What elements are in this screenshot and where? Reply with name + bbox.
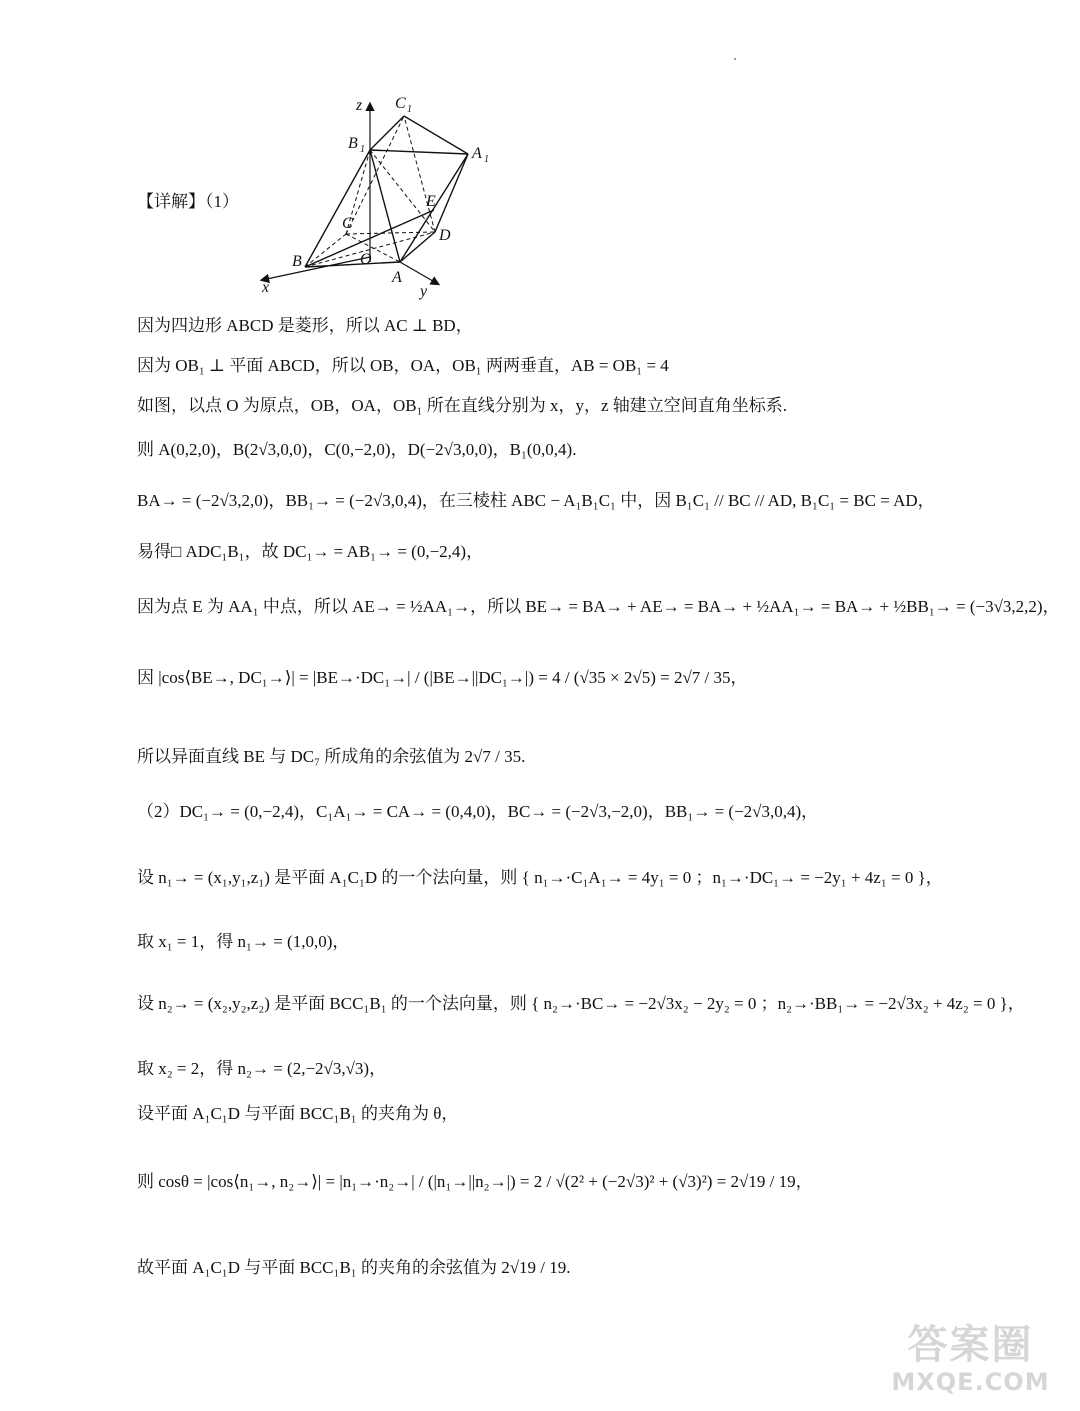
label-b1-sub: 1 [360, 144, 365, 155]
edge-b1-c1 [370, 116, 404, 150]
y-axis [400, 262, 438, 284]
label-d: D [439, 227, 451, 244]
label-c: C [342, 215, 353, 232]
solution-line: 因为点 E 为 AA₁ 中点，所以 AE→ = ½AA₁→，所以 BE→ = BA→ + AE→ = BA→ + ½AA₁→ = BA→ + ½BB₁→ = (−3√3,2,2)， [137, 597, 1060, 616]
label-y: y [420, 283, 428, 300]
edge-b-c [305, 234, 346, 267]
solution-line: 因为四边形 ABCD 是菱形，所以 AC ⊥ BD， [137, 316, 473, 335]
edge-a-d [400, 232, 435, 262]
solution-line: BA→ = (−2√3,2,0)，BB₁→ = (−2√3,0,4)，在三棱柱 ABC − A₁B₁C₁ 中，因 B₁C₁ // BC // AD, B₁C₁ = BC = AD， [137, 491, 935, 510]
solution-line: 因 |cos⟨BE→, DC₁→⟩| = |BE→·DC₁→| / (|BE→||DC₁→|) = 4 / (√35 × 2√5) = 2√7 / 35， [137, 668, 748, 687]
edge-c1-a1 [404, 116, 468, 154]
solution-line: 如图，以点 O 为原点，OB，OA，OB₁ 所在直线分别为 x，y，z 轴建立空间直角坐标系. [137, 396, 788, 415]
edge-b1-d [370, 150, 435, 232]
label-c1-sub: 1 [407, 104, 412, 115]
solution-line: 取 x₂ = 2，得 n₂→ = (2,−2√3,√3)， [137, 1059, 387, 1078]
solution-line: 取 x₁ = 1，得 n₁→ = (1,0,0)， [137, 932, 350, 951]
edge-c-d [346, 232, 435, 234]
label-o: O [360, 251, 372, 268]
label-a: A [392, 269, 402, 286]
solution-line: 设 n₂→ = (x₂,y₂,z₂) 是平面 BCC₁B₁ 的一个法向量，则 { n₂→·BC→ = −2√3x₂ − 2y₂ = 0 ；n₂→·BB₁→ = −2√3x₂ + 4z₂ = 0 }， [137, 994, 1025, 1013]
watermark-logo [883, 1323, 1058, 1401]
solution-line: 故平面 A₁C₁D 与平面 BCC₁B₁ 的夹角的余弦值为 2√19 / 19. [137, 1258, 571, 1277]
section-heading: 【详解】（1） [137, 192, 239, 211]
edge-b-b1 [305, 150, 370, 267]
watermark-url: MXQE.COM [891, 1368, 1050, 1396]
prism-figure [250, 92, 510, 302]
edge-b1-a [370, 150, 400, 262]
label-e: E [426, 193, 436, 210]
edge-c-c1 [346, 116, 404, 234]
edge-d-a1 [435, 154, 468, 232]
edge-b1-a1 [370, 150, 468, 154]
watermark-text: 答案圈 [907, 1322, 1034, 1368]
label-z: z [356, 97, 363, 114]
solution-line: 易得□ ADC₁B₁，故 DC₁→ = AB₁→ = (0,−2,4)， [137, 542, 484, 561]
label-a1-sub: 1 [484, 154, 489, 165]
label-a1: A [472, 145, 482, 162]
scan-dot [734, 58, 736, 60]
prism-diagram [250, 92, 510, 302]
solution-line: 则 cosθ = |cos⟨n₁→, n₂→⟩| = |n₁→·n₂→| / (|n₁→||n₂→|) = 2 / √(2² + (−2√3)² + (√3)²) = 2√19 / 19， [137, 1172, 813, 1191]
label-x: x [262, 279, 270, 296]
solution-line: （2）DC₁→ = (0,−2,4)，C₁A₁→ = CA→ = (0,4,0)，BC→ = (−2√3,−2,0)，BB₁→ = (−2√3,0,4)， [137, 802, 819, 821]
label-b: B [292, 253, 302, 270]
solution-line: 设 n₁→ = (x₁,y₁,z₁) 是平面 A₁C₁D 的一个法向量，则 { n₁→·C₁A₁→ = 4y₁ = 0 ；n₁→·DC₁→ = −2y₁ + 4z₁ = 0 }， [137, 868, 943, 887]
x-axis [262, 257, 370, 280]
solution-line: 则 A(0,2,0)，B(2√3,0,0)，C(0,−2,0)，D(−2√3,0,0)，B₁(0,0,4). [137, 440, 577, 459]
label-b1: B [348, 135, 358, 152]
diag-c-a [346, 234, 400, 262]
solution-line: 设平面 A₁C₁D 与平面 BCC₁B₁ 的夹角为 θ， [137, 1104, 459, 1123]
label-c1: C [395, 95, 406, 112]
solution-line: 所以异面直线 BE 与 DC₇ 所成角的余弦值为 2√7 / 35. [137, 747, 526, 766]
solution-line: 因为 OB₁ ⊥ 平面 ABCD，所以 OB，OA，OB₁ 两两垂直，AB = OB₁ = 4 [137, 356, 669, 375]
